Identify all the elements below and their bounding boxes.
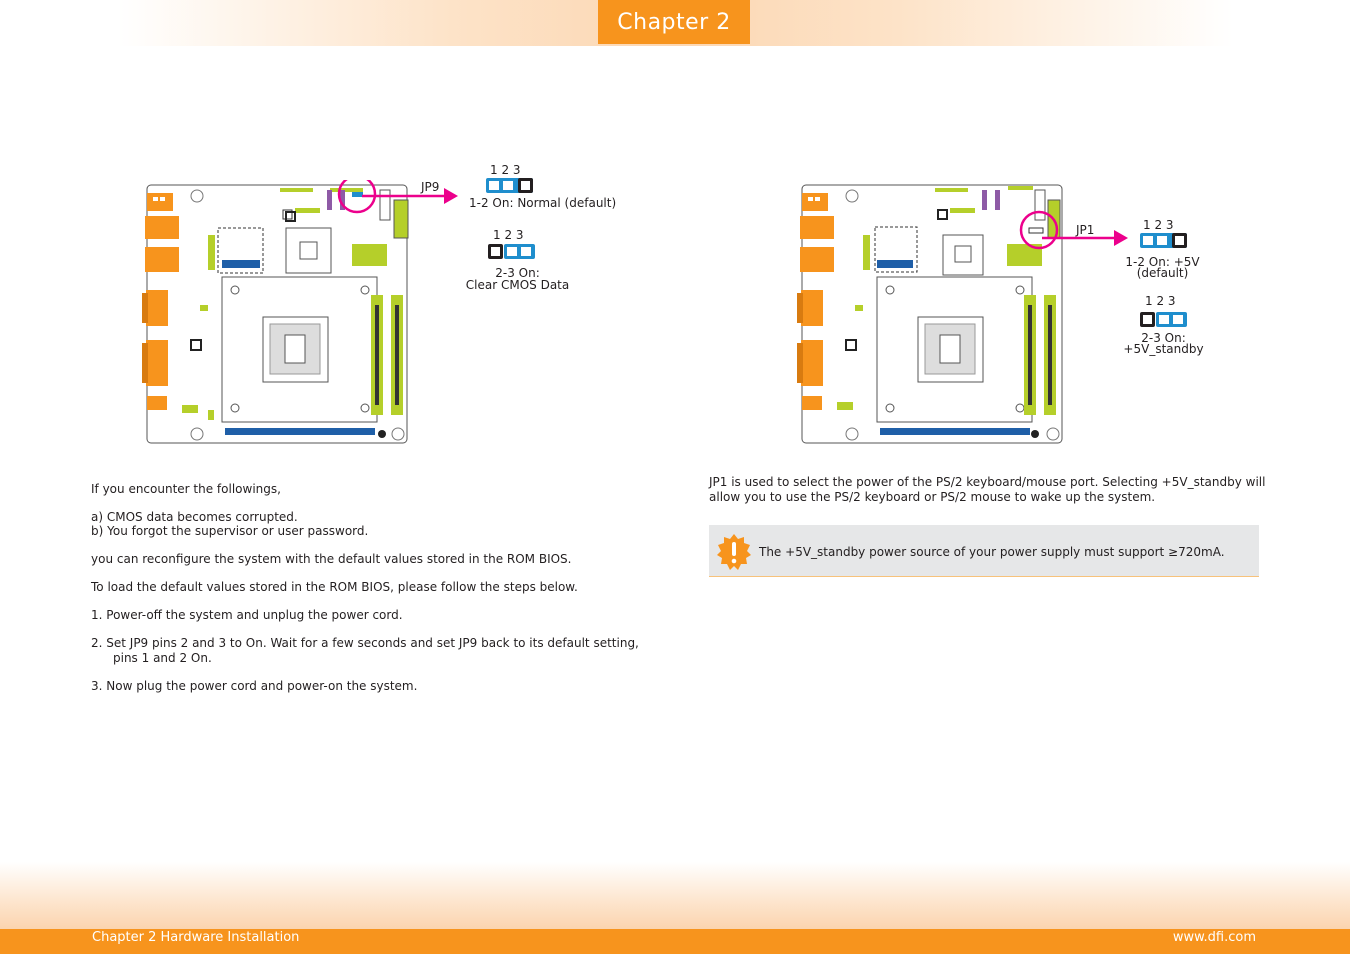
- list-item-b: b) You forgot the supervisor or user password.: [91, 524, 369, 538]
- arrow-left: [360, 184, 460, 208]
- jumper-setting-1-2: [1139, 232, 1189, 249]
- caption-line: 2-3 On:: [1141, 331, 1186, 345]
- jumper-setting-2-3: [1139, 311, 1189, 328]
- step-2-continued: pins 1 and 2 On.: [113, 651, 212, 665]
- note-text: The +5V_standby power source of your power supply must support ≥720mA.: [759, 545, 1225, 559]
- pin-numbers: 1 2 3: [1145, 294, 1176, 308]
- pin-numbers: 1 2 3: [493, 228, 524, 242]
- jp1-description-line2: allow you to use the PS/2 keyboard or PS/2 mouse to wake up the system.: [709, 490, 1156, 504]
- jumper-label-jp9: JP9: [421, 180, 440, 194]
- load-text: To load the default values stored in the ROM BIOS, please follow the steps below.: [91, 580, 578, 594]
- setting-caption-5v-standby: [1106, 333, 1221, 355]
- motherboard-diagram-left: [140, 180, 415, 450]
- footer-chapter-title: Chapter 2 Hardware Installation: [92, 930, 300, 945]
- caption-line: (default): [1136, 266, 1189, 280]
- pin-numbers: 1 2 3: [490, 163, 521, 177]
- jp1-description: JP1 is used to select the power of the PS/2 keyboard/mouse port. Selecting +5V_standby will: [709, 475, 1266, 489]
- step-3: 3. Now plug the power cord and power-on the system.: [91, 679, 418, 693]
- footer-website-link[interactable]: www.dfi.com: [1172, 930, 1256, 945]
- setting-caption-normal: 1-2 On: Normal (default): [469, 196, 617, 210]
- caption-line: +5V_standby: [1123, 342, 1204, 356]
- caption-line: 2-3 On:: [495, 266, 540, 280]
- step-1: 1. Power-off the system and unplug the power cord.: [91, 608, 403, 622]
- intro-text: If you encounter the followings,: [91, 482, 281, 496]
- step-2: 2. Set JP9 pins 2 and 3 to On. Wait for a few seconds and set JP9 back to its default setting,: [91, 636, 639, 650]
- note-box: [709, 525, 1259, 577]
- jumper-label-jp1: JP1: [1076, 223, 1095, 237]
- footer-band: [0, 862, 1350, 932]
- list-item-a: a) CMOS data becomes corrupted.: [91, 510, 298, 524]
- caption-line: Clear CMOS Data: [465, 278, 570, 292]
- caption-line: 1-2 On: +5V: [1125, 255, 1200, 269]
- setting-caption-clear-cmos: [460, 267, 575, 291]
- reconfig-text: you can reconfigure the system with the default values stored in the ROM BIOS.: [91, 552, 572, 566]
- motherboard-diagram-right: [795, 180, 1070, 450]
- chapter-tab: Chapter 2: [598, 0, 750, 44]
- pin-numbers: 1 2 3: [1143, 218, 1174, 232]
- jumper-setting-1-2: [485, 177, 535, 194]
- warning-icon: [717, 534, 751, 570]
- setting-caption-5v: [1105, 257, 1220, 279]
- jumper-setting-2-3: [487, 243, 537, 260]
